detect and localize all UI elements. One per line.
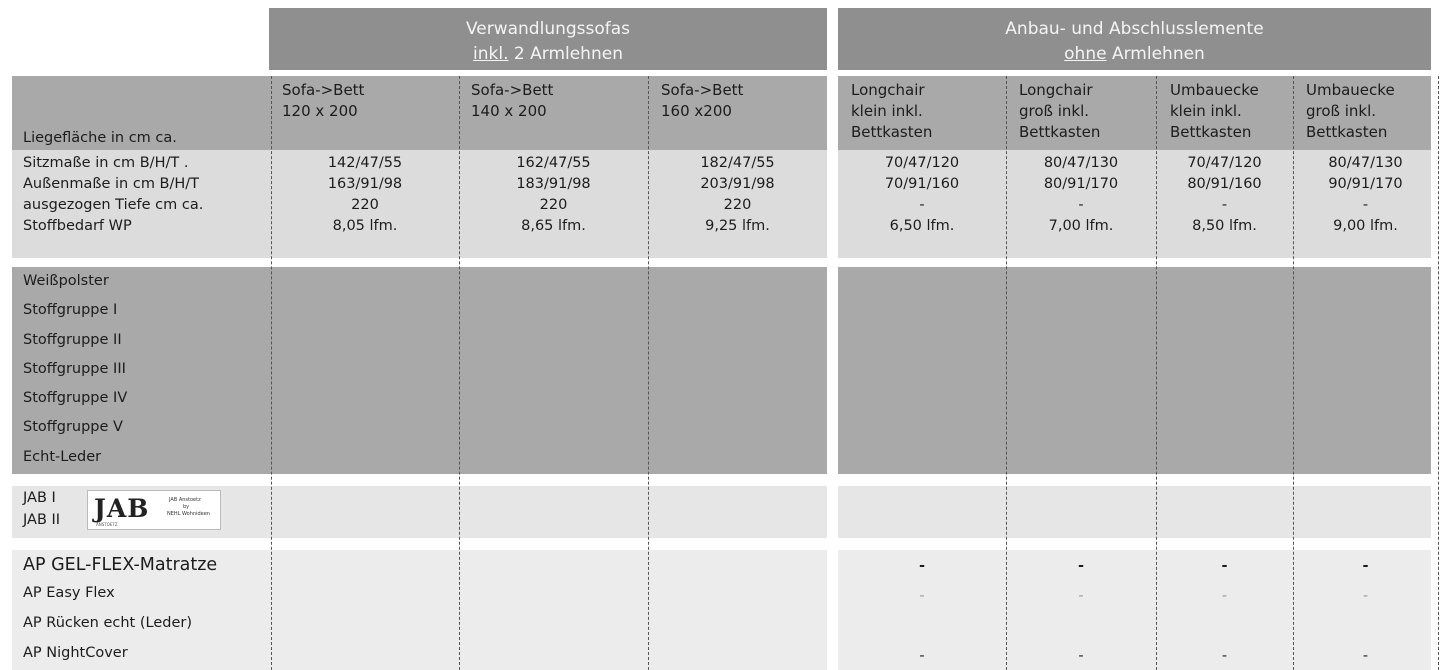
column-header-line: groß inkl. (1019, 102, 1090, 120)
column-header (1306, 80, 1395, 143)
liege-label: Liegefläche in cm ca. (23, 130, 177, 146)
table-edge (1438, 76, 1439, 670)
ap-mark: - (1221, 558, 1228, 574)
group-header-anbau-line2 (838, 42, 1431, 67)
group-header-sofas-underline: inkl. (473, 44, 509, 64)
column-header-line: Bettkasten (851, 123, 933, 141)
spec-row-label: Sitzmaße in cm B/H/T . (23, 155, 189, 171)
column-header-line: Umbauecke (1170, 81, 1259, 99)
fabric-band (12, 267, 827, 474)
spec-row-label: Stoffbedarf WP (23, 218, 132, 234)
column-header-line: Bettkasten (1306, 123, 1388, 141)
jab-logo-text: NEHL Wohnideen (167, 511, 210, 517)
jab-logo-text: by (183, 504, 190, 510)
fabric-group-label: Stoffgruppe V (23, 419, 123, 435)
ap-mark: - (1077, 558, 1085, 574)
spec-cell: 203/91/98 (700, 176, 775, 192)
spec-row-label: ausgezogen Tiefe cm ca. (23, 197, 204, 213)
ap-mark: - (1362, 558, 1369, 574)
spec-cell: 80/47/130 (1043, 155, 1119, 171)
ap-row-label: AP Rücken echt (Leder) (23, 615, 192, 631)
spec-cell: 142/47/55 (327, 155, 403, 171)
ap-mark: - (1362, 648, 1369, 664)
spec-cell: 80/47/130 (1328, 155, 1403, 171)
ap-row-label: AP NightCover (23, 645, 128, 661)
ap-row-label: AP Easy Flex (23, 585, 115, 601)
spec-cell: 220 (539, 197, 568, 213)
spec-cell: - (1078, 197, 1084, 213)
group-header-sofas (269, 8, 827, 70)
jab-logo (87, 490, 221, 530)
column-header (471, 80, 553, 122)
column-header-line: 120 x 200 (282, 102, 358, 120)
jab-row-label: JAB II (23, 512, 61, 528)
column-header-line: Longchair (1019, 81, 1093, 99)
column-header-line: klein inkl. (851, 102, 923, 120)
ap-mark: - (1078, 648, 1084, 664)
ap-title: AP GEL-FLEX-Matratze (23, 555, 218, 575)
group-header-anbau-line1: Anbau- und Abschlusslemente (1005, 19, 1264, 39)
column-header-line: Bettkasten (1170, 123, 1252, 141)
spec-cell: 6,50 lfm. (889, 218, 955, 234)
column-header-line: Bettkasten (1019, 123, 1101, 141)
jab-logo-sub: ANSTOETZ (96, 522, 118, 527)
spec-cell: 9,25 lfm. (705, 218, 770, 234)
column-header-line: Sofa->Bett (282, 81, 365, 99)
spec-cell: 8,05 lfm. (332, 218, 398, 234)
spec-cell: 70/47/120 (1187, 155, 1262, 171)
spec-cell: - (1362, 197, 1369, 213)
column-header-line: Sofa->Bett (661, 81, 744, 99)
group-header-anbau-rest: Armlehnen (1106, 44, 1205, 64)
jab-row-label: JAB I (23, 490, 56, 506)
fabric-group-label: Stoffgruppe II (23, 332, 122, 348)
spec-cell: 80/91/160 (1187, 176, 1262, 192)
fabric-group-label: Echt-Leder (23, 449, 102, 465)
column-header-line: groß inkl. (1306, 102, 1377, 120)
column-header (282, 80, 364, 122)
column-header (661, 80, 743, 122)
column-header-line: Umbauecke (1306, 81, 1395, 99)
spec-row-label: Außenmaße in cm B/H/T (23, 176, 200, 192)
column-header-line: 160 x200 (661, 102, 732, 120)
fabric-group-label: Weißpolster (23, 273, 109, 289)
ap-mark: - (1078, 588, 1084, 604)
column-header-line: 140 x 200 (471, 102, 547, 120)
spec-cell: 70/91/160 (884, 176, 960, 192)
column-header (851, 80, 932, 143)
fabric-group-label: Stoffgruppe I (23, 302, 118, 318)
column-header (1019, 80, 1100, 143)
group-header-sofas-rest: 2 Armlehnen (508, 44, 623, 64)
ap-mark: - (919, 648, 925, 664)
fabric-group-label: Stoffgruppe III (23, 361, 126, 377)
spec-cell: 8,65 lfm. (521, 218, 586, 234)
spec-cell: 70/47/120 (884, 155, 960, 171)
spec-cell: 220 (351, 197, 379, 213)
column-header-line: Longchair (851, 81, 925, 99)
column-header-line: klein inkl. (1170, 102, 1242, 120)
spec-cell: 163/91/98 (327, 176, 403, 192)
group-header-anbau-underline: ohne (1064, 44, 1107, 64)
ap-mark: - (919, 588, 925, 604)
jab-logo-mark: JAB (94, 494, 150, 523)
column-header (1170, 80, 1259, 143)
jab-band-right (838, 486, 1431, 538)
group-header-anbau (838, 8, 1431, 70)
spec-cell: 182/47/55 (700, 155, 775, 171)
spec-cell: - (1221, 197, 1228, 213)
spec-cell: 7,00 lfm. (1048, 218, 1114, 234)
spec-cell: 220 (723, 197, 752, 213)
ap-mark: - (1221, 648, 1228, 664)
ap-mark: - (1221, 588, 1228, 604)
ap-mark: - (1362, 588, 1369, 604)
spec-cell: 183/91/98 (516, 176, 591, 192)
fabric-band-right (838, 267, 1431, 474)
spec-cell: 90/91/170 (1328, 176, 1403, 192)
spec-cell: 80/91/170 (1043, 176, 1119, 192)
spec-cell: 8,50 lfm. (1192, 218, 1257, 234)
fabric-group-label: Stoffgruppe IV (23, 390, 128, 406)
column-header-line: Sofa->Bett (471, 81, 554, 99)
group-header-sofas-line2 (269, 42, 827, 67)
spec-cell: 162/47/55 (516, 155, 591, 171)
group-header-sofas-line1: Verwandlungssofas (465, 19, 631, 39)
ap-mark: - (918, 558, 926, 574)
spec-cell: 9,00 lfm. (1333, 218, 1398, 234)
jab-logo-text: JAB Anstoetz (169, 497, 201, 503)
spec-cell: - (919, 197, 925, 213)
